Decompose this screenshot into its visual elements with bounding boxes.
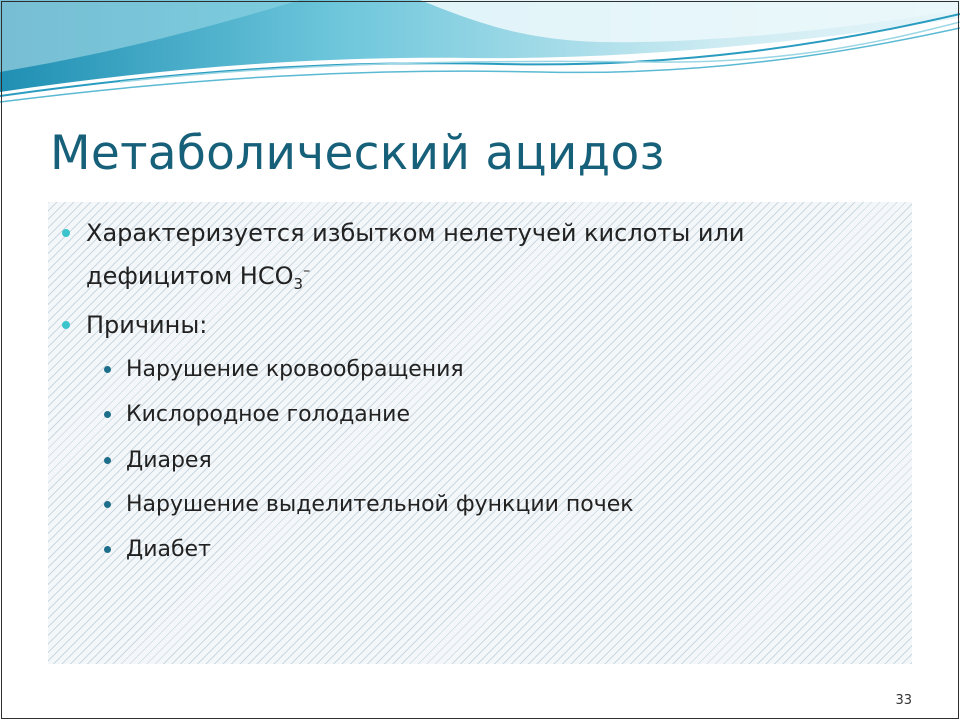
- wave-header-decoration: [0, 0, 960, 110]
- bullet-causes: [86, 306, 886, 344]
- bullet-characteristic-line2: [86, 252, 886, 303]
- cause-item: [126, 355, 886, 385]
- cause-item-text: Диарея: [126, 448, 212, 473]
- sub-bullet-dot-icon: [104, 501, 111, 508]
- cause-item-text: Нарушение выделительной функции почек: [126, 492, 634, 517]
- cause-item: [126, 490, 886, 520]
- cause-item-text: Нарушение кровообращения: [126, 357, 464, 382]
- cause-item: [126, 446, 886, 476]
- bullet-characteristic: [86, 214, 886, 303]
- sub-bullet-dot-icon: [104, 457, 111, 464]
- cause-item: [126, 535, 886, 565]
- sub-bullet-dot-icon: [104, 546, 111, 553]
- bullet-dot-icon: [62, 229, 70, 237]
- slide-title: Метаболический ацидоз: [50, 126, 665, 181]
- bicarbonate-subscript: 3: [293, 275, 304, 293]
- bullet-characteristic-line1: Характеризуется избытком нелетучей кислоты или: [86, 219, 745, 247]
- bullet-dot-icon: [62, 321, 70, 329]
- cause-item: [126, 400, 886, 430]
- bicarbonate-text: дефицитом HCO: [86, 262, 294, 290]
- cause-item-text: Диабет: [126, 537, 211, 562]
- content-box: [48, 202, 912, 664]
- bullet-causes-label: Причины:: [86, 311, 208, 339]
- sub-bullet-dot-icon: [104, 366, 111, 373]
- bicarbonate-superscript: –: [303, 263, 311, 279]
- page-number: 33: [895, 693, 912, 708]
- sub-bullet-dot-icon: [104, 411, 111, 418]
- cause-item-text: Кислородное голодание: [126, 402, 410, 427]
